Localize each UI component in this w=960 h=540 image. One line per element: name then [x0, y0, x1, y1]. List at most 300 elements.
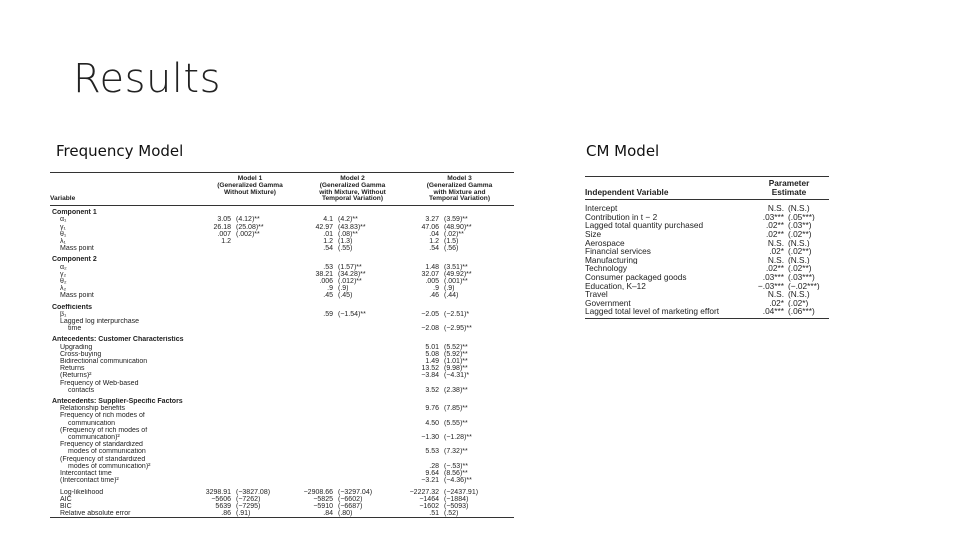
row-label: Aerospace	[585, 238, 625, 248]
estimate-paren-cell: (N.S.)	[788, 290, 810, 299]
table-cell: (34.28)**	[338, 270, 366, 278]
table-cell	[234, 380, 300, 387]
estimate-cell: N.S.	[767, 238, 784, 248]
table-cell: 4.50	[425, 419, 439, 427]
table-cell	[336, 456, 405, 463]
table-row	[50, 420, 514, 427]
table-cell: (.56)	[444, 245, 459, 253]
table-row	[50, 285, 514, 292]
table-cell	[300, 256, 336, 263]
row-label: Manufacturing	[585, 255, 638, 265]
table-row	[50, 344, 514, 351]
row-label: Antecedents: Customer Characteristics	[52, 336, 184, 344]
table-row	[50, 496, 514, 503]
table-cell: 5.08	[425, 350, 439, 358]
table-cell: (.44)	[444, 292, 459, 300]
estimate-cell: .04***	[762, 307, 784, 316]
estimate-cell: N.S.	[767, 204, 784, 213]
table-cell	[234, 292, 300, 299]
table-cell	[300, 325, 336, 332]
table-cell	[300, 344, 336, 351]
row-label: modes of communication)²	[68, 462, 151, 470]
table-cell: (−4.31)*	[444, 372, 470, 380]
table-cell: .53	[323, 263, 333, 271]
row-label: Education, K–12	[585, 281, 646, 291]
table-row	[50, 427, 514, 434]
table-cell	[300, 456, 336, 463]
table-cell	[200, 318, 234, 325]
row-label: β₁	[60, 310, 67, 318]
estimate-paren-cell: (.02**)	[788, 264, 812, 273]
table-cell: (1.57)**	[338, 263, 362, 271]
row-label: Financial services	[585, 247, 651, 256]
table-row	[50, 441, 514, 448]
table-cell	[234, 264, 300, 271]
row-label: Government	[585, 298, 631, 308]
table-cell	[442, 304, 514, 311]
table-cell: 1.49	[425, 358, 439, 366]
row-label: Antecedents: Supplier-Specific Factors	[52, 398, 183, 406]
table-cell	[234, 427, 300, 434]
table-cell	[200, 245, 234, 252]
table-row	[50, 477, 514, 484]
table-row	[50, 412, 514, 419]
table-cell	[300, 336, 336, 343]
table-cell: (2.38)**	[444, 386, 468, 394]
estimate-paren-cell: (.02**)	[788, 229, 812, 239]
table-cell	[300, 358, 336, 365]
table-cell: (.08)**	[338, 230, 358, 238]
table-cell	[234, 372, 300, 379]
row-label: Intercontact time	[60, 470, 112, 478]
table-cell: (1.5)	[444, 238, 459, 245]
estimate-cell: .02**	[766, 229, 784, 239]
row-label: AIC	[60, 495, 72, 503]
estimate-paren-cell: (.06***)	[788, 307, 815, 316]
table-row	[50, 245, 514, 252]
table-cell: −1.30	[421, 434, 439, 442]
table-cell	[405, 441, 442, 448]
table-cell	[234, 412, 300, 419]
table-cell	[200, 441, 234, 448]
table-cell: (.52)	[444, 510, 459, 518]
table-cell	[405, 412, 442, 419]
table-cell: −3.84	[421, 372, 439, 380]
table-cell	[300, 387, 336, 394]
table-cell	[300, 304, 336, 311]
row-label: communication)²	[68, 434, 120, 442]
table-row	[50, 278, 514, 285]
table-cell	[200, 256, 234, 263]
slide-title: Results	[73, 56, 221, 102]
table-row	[50, 318, 514, 325]
row-label: γ₁	[60, 223, 66, 231]
table-bottom-rule	[50, 517, 514, 518]
table-cell	[300, 477, 336, 484]
table-cell	[336, 209, 405, 216]
row-label: Lagged log interpurchase	[60, 318, 140, 326]
estimate-paren-cell: (N.S.)	[788, 255, 810, 265]
estimate-paren-cell: (.03**)	[788, 221, 812, 230]
table-cell	[300, 441, 336, 448]
row-label: α₂	[60, 263, 67, 271]
estimate-cell: −.03***	[757, 281, 784, 291]
table-cell: −2.05	[421, 310, 439, 318]
row-label: contacts	[68, 386, 95, 394]
table-row	[585, 273, 829, 282]
table-cell	[200, 405, 234, 412]
table-row	[50, 470, 514, 477]
table-row	[585, 282, 829, 291]
table-cell: (8.56)**	[444, 470, 468, 478]
table-cell	[200, 344, 234, 351]
table-cell	[234, 365, 300, 372]
table-cell	[336, 325, 405, 332]
model-1-header: Model 1 (Generalized Gamma Without Mixture)	[217, 175, 283, 196]
table-cell: −5606	[211, 495, 231, 503]
table-cell: (3.59)**	[444, 216, 468, 224]
table-cell	[200, 427, 234, 434]
table-row	[585, 256, 829, 265]
table-header	[585, 177, 829, 199]
table-cell	[336, 477, 405, 484]
table-cell: 1.2	[323, 238, 333, 245]
table-cell	[200, 209, 234, 216]
table-cell: (.02)**	[444, 230, 464, 238]
table-cell: (−3297.04)	[338, 488, 373, 496]
table-cell	[234, 477, 300, 484]
row-label: Log-likelihood	[60, 488, 104, 496]
table-cell	[234, 456, 300, 463]
table-cell	[200, 336, 234, 343]
table-cell: (−7262)	[236, 495, 261, 503]
table-cell	[442, 336, 514, 343]
row-label: Size	[585, 229, 602, 239]
table-row	[585, 230, 829, 239]
table-cell	[300, 209, 336, 216]
table-cell: (.001)**	[444, 278, 468, 286]
model-2-header: Model 2 (Generalized Gamma with Mixture, Without Temporal Variation)	[319, 175, 386, 203]
table-cell: (−1.54)**	[338, 310, 366, 318]
table-row	[50, 271, 514, 278]
table-cell: (25.08)**	[236, 223, 264, 231]
table-cell: .54	[323, 245, 333, 253]
table-cell: .007	[217, 230, 231, 238]
table-cell: .46	[429, 292, 439, 300]
table-row	[50, 448, 514, 455]
table-cell	[405, 427, 442, 434]
table-cell	[336, 387, 405, 394]
table-cell: 42.97	[315, 223, 333, 231]
table-cell: .59	[323, 310, 333, 318]
cm-model-heading: CM Model	[586, 142, 660, 160]
table-cell	[234, 238, 300, 245]
table-row	[50, 380, 514, 387]
table-row	[50, 336, 514, 343]
cm-model-table	[585, 176, 829, 319]
table-cell	[336, 463, 405, 470]
table-cell: .28	[429, 462, 439, 470]
row-label: Lagged total quantity purchased	[585, 221, 704, 230]
estimate-cell: .03***	[762, 272, 784, 282]
table-cell: .006	[319, 278, 333, 286]
row-label: Relative absolute error	[60, 510, 131, 518]
row-label: communication	[68, 419, 116, 427]
table-cell	[200, 434, 234, 441]
row-label: θ₂	[60, 278, 67, 286]
table-cell: .01	[323, 230, 333, 238]
table-row	[585, 264, 829, 273]
table-header-rule	[50, 205, 514, 206]
row-label: Travel	[585, 290, 608, 299]
table-cell: (−5093)	[444, 502, 469, 510]
table-cell	[442, 398, 514, 405]
table-cell	[300, 405, 336, 412]
table-cell	[200, 477, 234, 484]
table-cell: 32.07	[421, 270, 439, 278]
table-cell	[200, 365, 234, 372]
table-row	[50, 434, 514, 441]
table-cell: (−1.28)**	[444, 434, 472, 442]
table-row	[50, 387, 514, 394]
table-cell	[200, 292, 234, 299]
table-cell: (4.2)**	[338, 216, 358, 224]
table-row	[585, 247, 829, 256]
table-cell	[405, 256, 442, 263]
table-cell	[336, 365, 405, 372]
table-cell: −2.08	[421, 325, 439, 333]
table-cell: 5639	[215, 502, 231, 510]
table-cell	[234, 304, 300, 311]
table-row	[50, 311, 514, 318]
table-cell	[200, 278, 234, 285]
table-cell	[442, 380, 514, 387]
table-cell: .9	[433, 285, 439, 293]
table-cell: .9	[327, 285, 333, 293]
table-cell: (−1884)	[444, 495, 469, 503]
table-row	[585, 239, 829, 248]
table-cell	[234, 387, 300, 394]
table-cell: −2227.32	[409, 488, 439, 496]
table-row	[50, 256, 514, 263]
table-cell: −1602	[419, 502, 439, 510]
table-cell	[200, 304, 234, 311]
table-cell: (49.92)**	[444, 270, 472, 278]
table-cell	[234, 434, 300, 441]
estimate-cell: N.S.	[767, 290, 784, 299]
table-cell	[300, 351, 336, 358]
table-cell	[200, 387, 234, 394]
table-header-rule	[585, 199, 829, 200]
table-cell	[336, 318, 405, 325]
table-cell: (3.51)**	[444, 263, 468, 271]
table-cell: (−3827.08)	[236, 488, 271, 496]
table-cell	[336, 398, 405, 405]
table-cell	[200, 463, 234, 470]
row-label: Frequency of Web-based	[60, 379, 139, 387]
estimate-cell: .02**	[766, 264, 784, 273]
table-cell: (.80)	[338, 510, 353, 518]
frequency-model-table	[50, 172, 514, 534]
table-cell	[300, 463, 336, 470]
parameter-estimate-header: Parameter Estimate	[768, 178, 810, 197]
table-cell	[336, 405, 405, 412]
table-cell: (.002)**	[236, 230, 260, 238]
row-label: Frequency of rich modes of	[60, 412, 145, 420]
table-row	[50, 503, 514, 510]
table-cell	[300, 470, 336, 477]
table-row	[50, 292, 514, 299]
table-cell	[234, 351, 300, 358]
row-label: BIC	[60, 502, 72, 510]
table-row	[585, 299, 829, 308]
table-cell: (.012)**	[338, 278, 362, 286]
row-label: γ₂	[60, 270, 67, 278]
table-cell	[200, 271, 234, 278]
table-cell	[336, 304, 405, 311]
table-row	[585, 213, 829, 222]
table-row	[50, 224, 514, 231]
table-cell	[300, 427, 336, 434]
table-cell	[200, 358, 234, 365]
table-cell: (−2.51)*	[444, 310, 470, 318]
table-row	[50, 398, 514, 405]
table-row	[50, 325, 514, 332]
table-cell	[200, 325, 234, 332]
table-row	[50, 238, 514, 245]
row-label: Component 1	[52, 209, 97, 217]
table-cell	[405, 209, 442, 216]
table-cell	[442, 209, 514, 216]
row-label: (Intercontact time)²	[60, 477, 119, 485]
table-cell	[336, 336, 405, 343]
table-cell: 5.53	[425, 448, 439, 456]
table-cell: (−.53)**	[444, 462, 468, 470]
table-cell: 13.52	[421, 365, 439, 373]
table-cell: .84	[323, 510, 333, 518]
row-label: Frequency of standardized	[60, 441, 143, 449]
table-cell	[234, 336, 300, 343]
row-label: α₁	[60, 216, 67, 224]
table-cell: 26.18	[213, 223, 231, 231]
table-cell: .005	[425, 278, 439, 286]
table-cell	[200, 285, 234, 292]
table-cell	[234, 256, 300, 263]
table-cell	[300, 412, 336, 419]
row-label: Mass point	[60, 245, 94, 253]
table-header	[50, 173, 514, 205]
table-cell: .54	[429, 245, 439, 253]
table-cell: (−6602)	[338, 495, 363, 503]
row-label: Bidirectional communication	[60, 358, 148, 366]
table-cell	[336, 448, 405, 455]
table-cell	[234, 311, 300, 318]
table-cell: (1.01)**	[444, 358, 468, 366]
table-cell: (.45)	[338, 292, 353, 300]
table-cell: (.55)	[338, 245, 353, 253]
estimate-cell: .03***	[762, 212, 784, 222]
row-label: modes of communication	[68, 448, 146, 456]
table-cell	[300, 434, 336, 441]
table-cell: 1.2	[429, 238, 439, 245]
table-cell: 1.48	[425, 263, 439, 271]
table-cell	[336, 351, 405, 358]
row-label: Returns	[60, 365, 85, 373]
estimate-cell: .02*	[769, 247, 784, 256]
table-row	[50, 365, 514, 372]
table-cell	[336, 380, 405, 387]
table-row	[50, 209, 514, 216]
estimate-cell: .02*	[769, 298, 784, 308]
estimate-cell: N.S.	[767, 255, 784, 265]
row-label: λ₁	[60, 238, 66, 245]
table-row	[50, 489, 514, 496]
table-cell	[442, 412, 514, 419]
estimate-paren-cell: (N.S.)	[788, 238, 810, 248]
table-cell	[200, 351, 234, 358]
table-cell	[200, 264, 234, 271]
table-cell	[200, 311, 234, 318]
table-cell	[200, 456, 234, 463]
table-row	[585, 290, 829, 299]
table-cell: .86	[221, 510, 231, 518]
table-cell: (4.12)**	[236, 216, 260, 224]
table-cell	[336, 420, 405, 427]
table-cell: 4.1	[323, 216, 333, 224]
table-cell	[336, 427, 405, 434]
table-cell	[234, 420, 300, 427]
table-cell: .51	[429, 510, 439, 518]
table-cell: (7.85)**	[444, 405, 468, 413]
table-cell	[200, 448, 234, 455]
table-cell	[405, 318, 442, 325]
table-cell	[200, 420, 234, 427]
table-cell	[234, 285, 300, 292]
table-cell	[336, 412, 405, 419]
table-cell: 3298.91	[205, 488, 231, 496]
table-cell: (−7295)	[236, 502, 261, 510]
table-cell: (−4.36)**	[444, 477, 472, 485]
row-label: Coefficients	[52, 303, 93, 311]
row-label: θ₁	[60, 230, 67, 238]
table-cell: −2908.66	[303, 488, 333, 496]
table-cell	[234, 398, 300, 405]
row-label: Intercept	[585, 204, 618, 213]
row-label: Component 2	[52, 256, 97, 264]
table-cell	[200, 380, 234, 387]
table-cell	[234, 325, 300, 332]
row-label: Mass point	[60, 292, 94, 300]
row-label: (Frequency of rich modes of	[60, 426, 148, 434]
table-cell	[234, 271, 300, 278]
estimate-paren-cell: (.02*)	[788, 298, 809, 308]
table-cell	[300, 380, 336, 387]
table-body	[50, 209, 514, 517]
estimate-paren-cell: (.05***)	[788, 212, 815, 222]
table-row	[50, 358, 514, 365]
table-cell	[234, 470, 300, 477]
table-row	[50, 463, 514, 470]
table-cell	[234, 245, 300, 252]
table-cell: (1.3)	[338, 238, 353, 245]
table-cell: (.9)	[444, 285, 455, 293]
table-cell: (9.98)**	[444, 365, 468, 373]
row-label: Contribution in t − 2	[585, 212, 658, 222]
table-row	[50, 405, 514, 412]
table-cell	[234, 318, 300, 325]
table-cell: (48.90)**	[444, 223, 472, 231]
row-label: Cross-buying	[60, 350, 102, 358]
